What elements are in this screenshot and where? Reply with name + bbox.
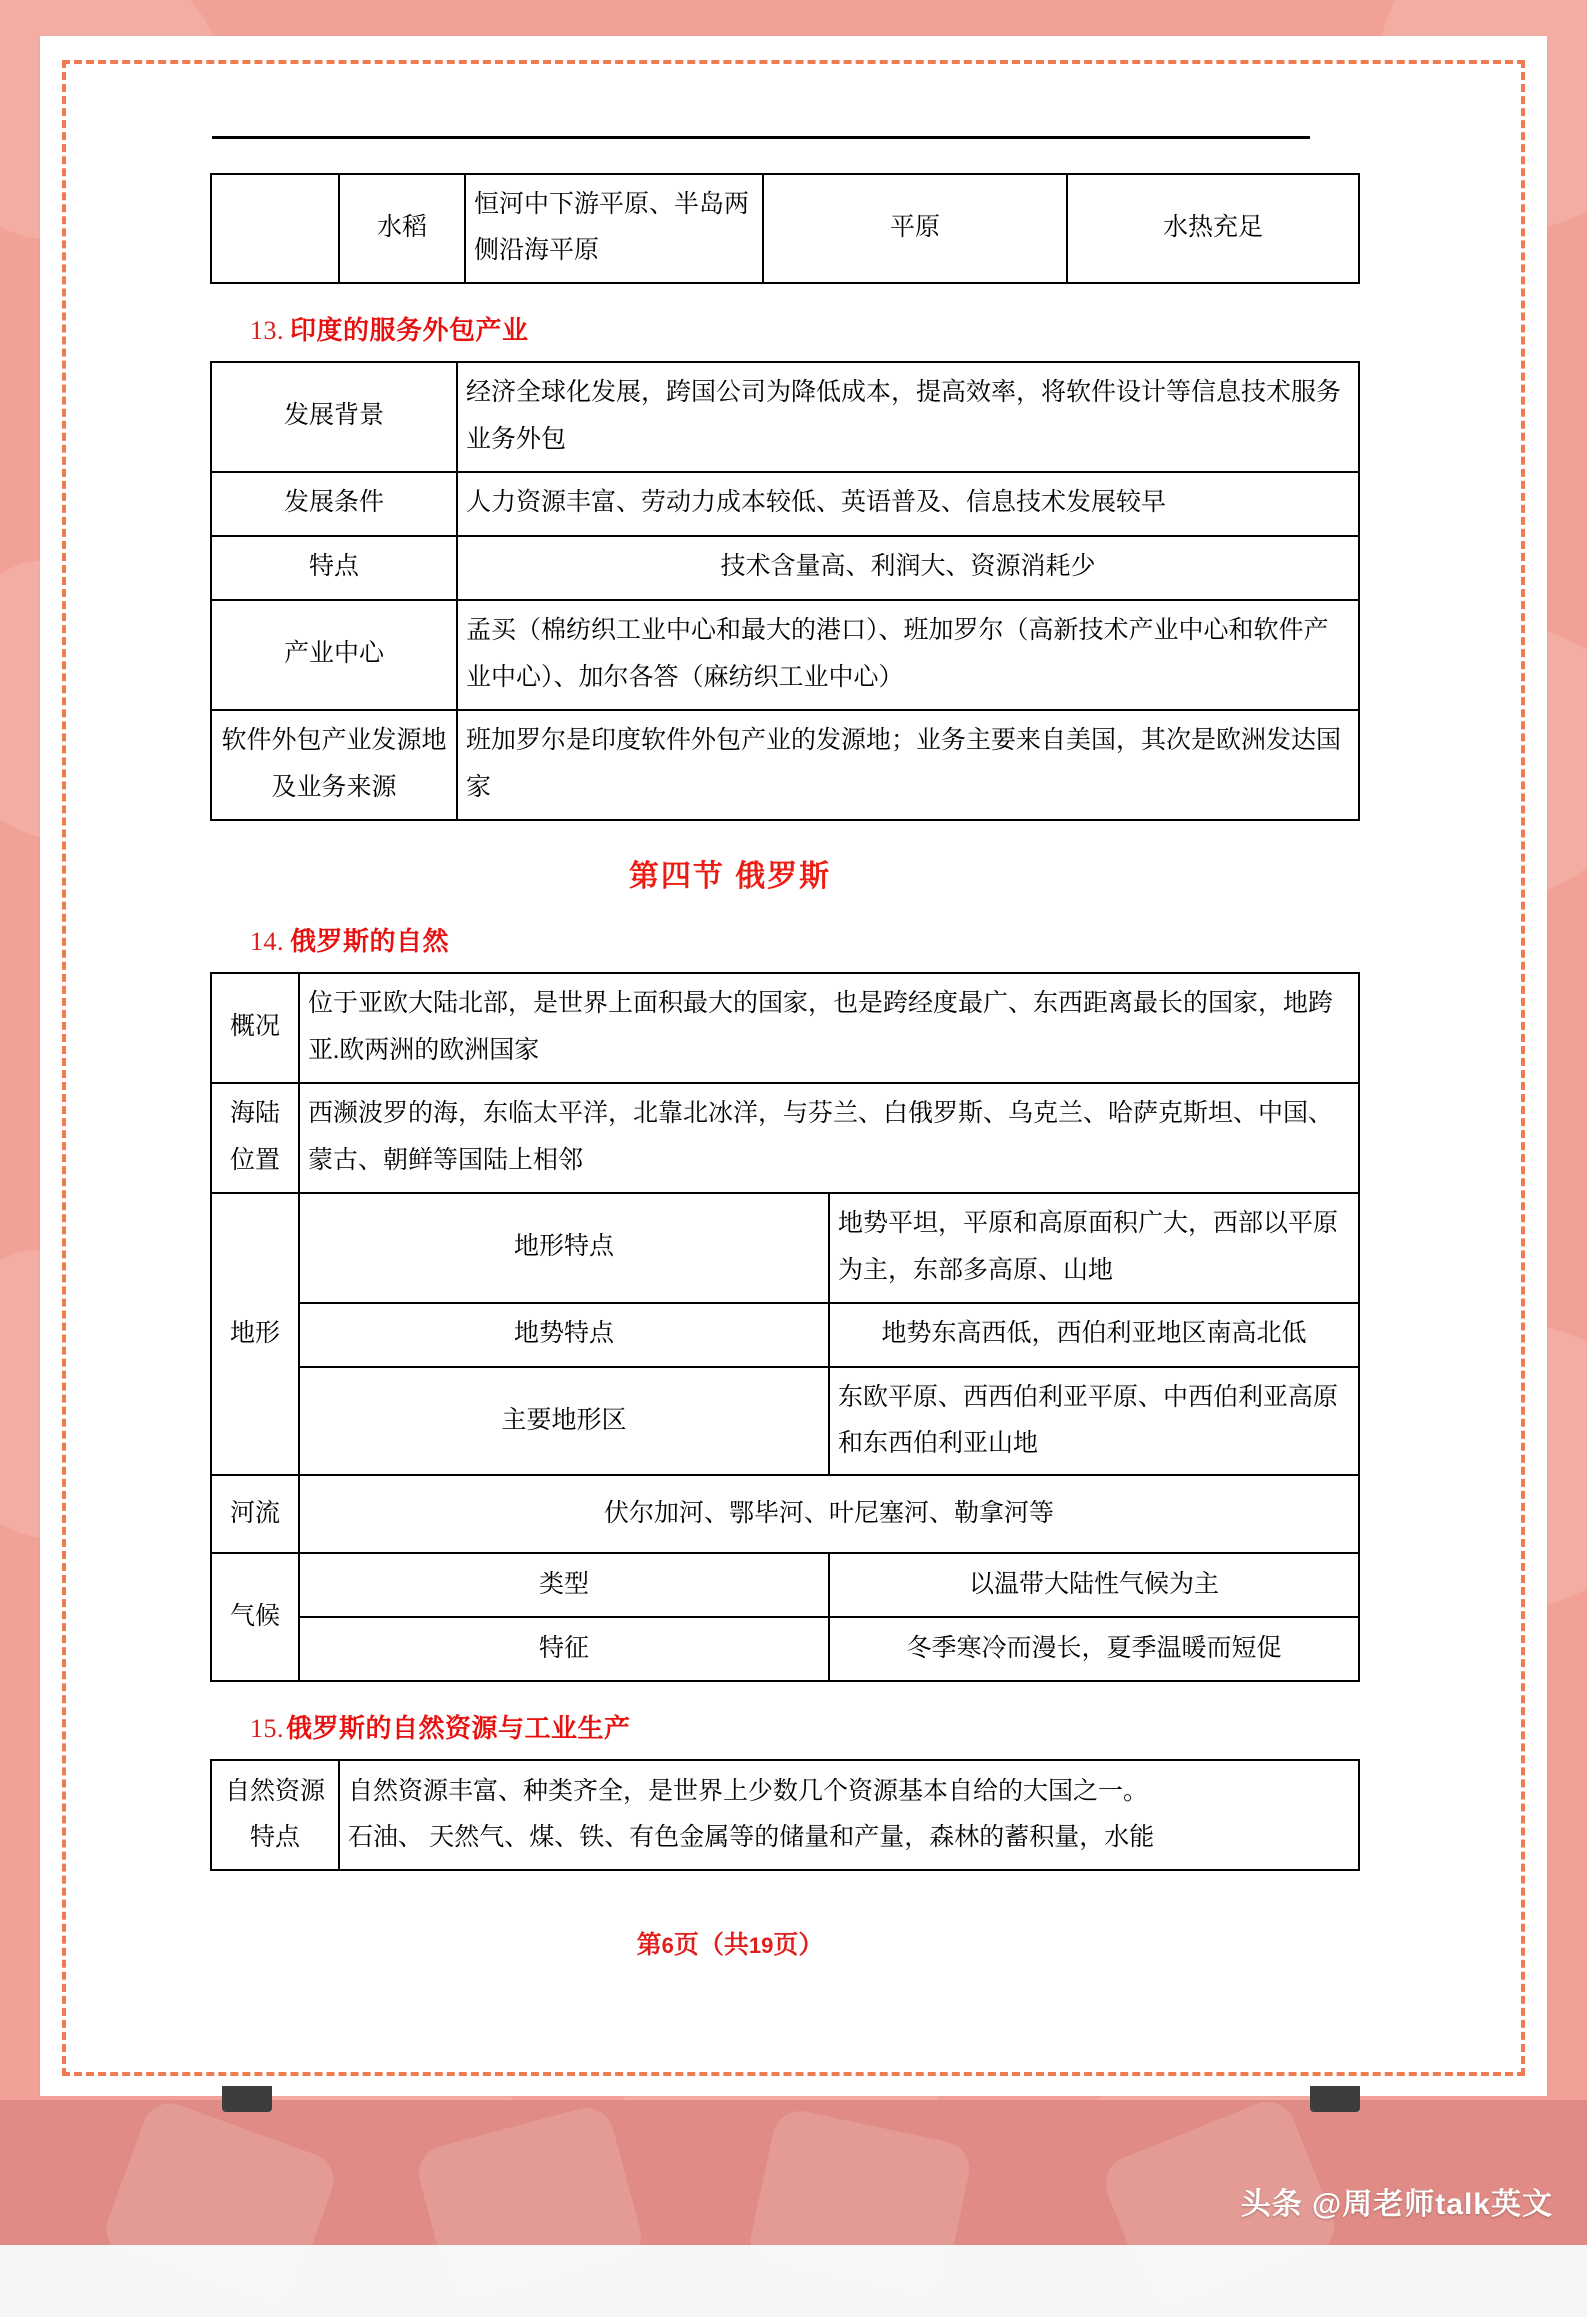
russia-resources-table — [210, 1759, 1360, 1871]
russia-nature-table — [210, 972, 1360, 1683]
crops-table — [210, 173, 1360, 284]
row-label: 主要地形区 — [299, 1367, 829, 1476]
row-label: 河流 — [211, 1475, 299, 1553]
page-number-footer — [140, 1925, 1320, 1961]
footer-page-num: 6 — [661, 1933, 674, 1958]
table-row — [211, 1617, 1359, 1681]
terrain-group-label: 地形 — [211, 1193, 299, 1476]
document-sheet — [40, 36, 1547, 2096]
crop-category-cell — [211, 174, 339, 283]
band-shape — [746, 2106, 975, 2304]
footer-mid: 页（共 — [673, 1931, 749, 1959]
row-label: 概况 — [211, 973, 299, 1083]
table-row — [211, 1367, 1359, 1476]
row-label: 海陆位置 — [211, 1083, 299, 1193]
climate-group-label: 气候 — [211, 1553, 299, 1681]
row-label: 特征 — [299, 1617, 829, 1681]
row-value: 人力资源丰富、劳动力成本较低、英语普及、信息技术发展较早 — [457, 472, 1359, 536]
heading-13-text: 印度的服务外包产业 — [290, 314, 529, 345]
row-label: 发展背景 — [211, 362, 457, 472]
row-value: 班加罗尔是印度软件外包产业的发源地；业务主要来自美国，其次是欧洲发达国家 — [457, 710, 1359, 820]
row-value — [339, 1760, 1359, 1870]
crop-name-cell: 水稻 — [339, 174, 465, 283]
resource-line-2: 石油、 天然气、煤、铁、有色金属等的储量和产量，森林的蓄积量，水能 — [348, 1824, 1155, 1851]
row-value: 东欧平原、西西伯利亚平原、中西伯利亚高原和东西伯利亚山地 — [829, 1367, 1359, 1476]
table-row — [211, 710, 1359, 820]
row-label: 地势特点 — [299, 1303, 829, 1367]
heading-15-text: 俄罗斯的自然资源与工业生产 — [286, 1713, 631, 1743]
table-row — [211, 1303, 1359, 1367]
table-row — [211, 472, 1359, 536]
row-value: 地势东高西低，西伯利亚地区南高北低 — [829, 1303, 1359, 1367]
row-label: 发展条件 — [211, 472, 457, 536]
table-row — [211, 1760, 1359, 1870]
row-label: 软件外包产业发源地及业务来源 — [211, 710, 457, 820]
row-value: 技术含量高、利润大、资源消耗少 — [457, 536, 1359, 600]
row-value: 地势平坦，平原和高原面积广大，西部以平原为主，东部多高原、山地 — [829, 1193, 1359, 1303]
table-row — [211, 536, 1359, 600]
row-label: 类型 — [299, 1553, 829, 1617]
crop-terrain-cell: 平原 — [763, 174, 1067, 283]
heading-13 — [250, 310, 1320, 347]
table-row — [211, 1553, 1359, 1617]
row-label: 特点 — [211, 536, 457, 600]
row-value: 冬季寒冷而漫长，夏季温暖而短促 — [829, 1617, 1359, 1681]
watermark: 头条 @周老师talk英文 — [1240, 2188, 1553, 2221]
band-shape — [413, 2102, 648, 2308]
row-label: 产业中心 — [211, 600, 457, 710]
row-label: 自然资源特点 — [211, 1760, 339, 1870]
heading-13-number: 13. — [250, 315, 284, 345]
table-row — [211, 1193, 1359, 1303]
row-value: 经济全球化发展，跨国公司为降低成本，提高效率，将软件设计等信息技术服务业务外包 — [457, 362, 1359, 472]
binder-tab-left — [222, 2086, 272, 2112]
footer-suffix: 页） — [773, 1931, 824, 1959]
row-value: 位于亚欧大陆北部，是世界上面积最大的国家，也是跨经度最广、东西距离最长的国家，地跨亚.欧两洲的欧洲国家 — [299, 973, 1359, 1083]
row-value: 西濒波罗的海，东临太平洋，北靠北冰洋，与芬兰、白俄罗斯、乌克兰、哈萨克斯坦、中国、蒙古、朝鲜等国陆上相邻 — [299, 1083, 1359, 1193]
row-value: 孟买（棉纺织工业中心和最大的港口）、班加罗尔（高新技术产业中心和软件产业中心）、加尔各答（麻纺织工业中心） — [457, 600, 1359, 710]
binder-tab-right — [1310, 2086, 1360, 2112]
row-value: 以温带大陆性气候为主 — [829, 1553, 1359, 1617]
table-row — [211, 1475, 1359, 1553]
heading-15 — [250, 1708, 1320, 1745]
band-shape — [99, 2096, 342, 2315]
heading-14-number: 14. — [250, 926, 284, 956]
table-row — [211, 973, 1359, 1083]
bottom-decoration-band — [0, 2100, 1587, 2245]
section-title: 第四节 俄罗斯 — [628, 859, 832, 893]
table-row — [211, 1083, 1359, 1193]
footer-prefix: 第 — [636, 1931, 662, 1959]
india-outsourcing-table — [210, 361, 1360, 821]
heading-15-number: 15. — [250, 1714, 284, 1743]
table-row — [211, 362, 1359, 472]
footer-total-pages: 19 — [748, 1933, 774, 1958]
heading-14-text: 俄罗斯的自然 — [290, 925, 450, 956]
crop-area-cell: 恒河中下游平原、半岛两侧沿海平原 — [465, 174, 763, 283]
row-label: 地形特点 — [299, 1193, 829, 1303]
resource-line-1: 自然资源丰富、种类齐全，是世界上少数几个资源基本自给的大国之一。 — [348, 1777, 1149, 1805]
document-content — [140, 96, 1342, 1961]
table-row — [211, 600, 1359, 710]
crop-climate-cell: 水热充足 — [1067, 174, 1359, 283]
heading-14 — [250, 921, 1320, 958]
row-value: 伏尔加河、鄂毕河、叶尼塞河、勒拿河等 — [299, 1475, 1359, 1553]
table-row — [211, 174, 1359, 283]
header-rule — [212, 136, 1310, 139]
